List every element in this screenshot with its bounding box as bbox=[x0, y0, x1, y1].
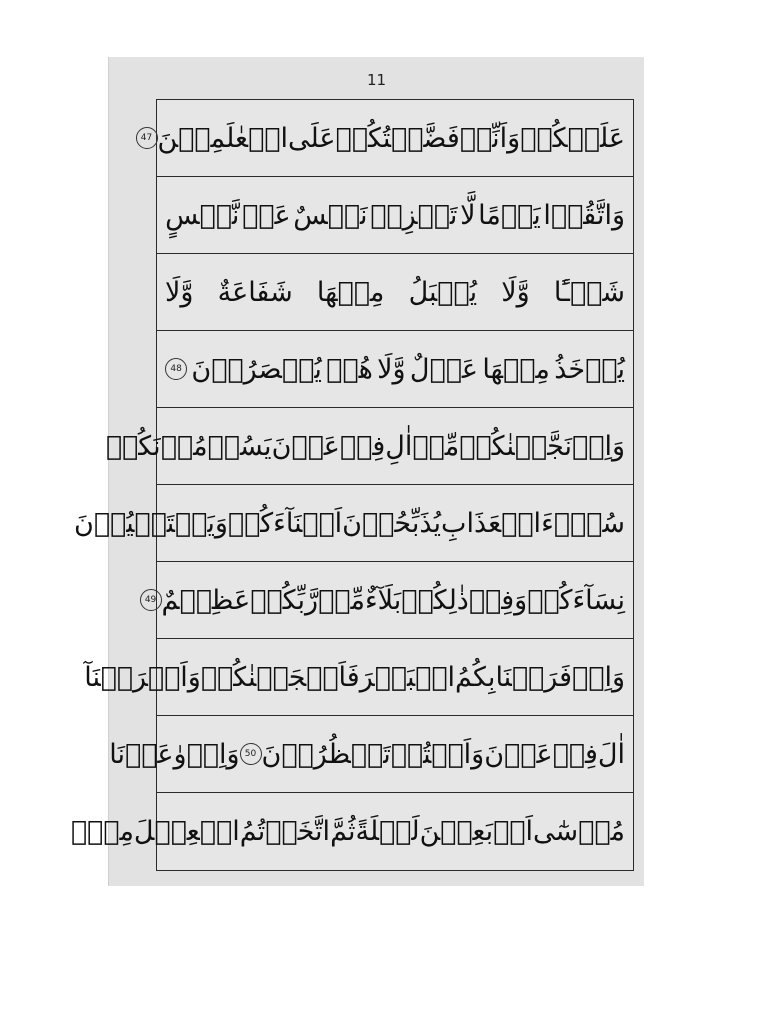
verse-word: وَاتَّقُوۡا bbox=[543, 199, 625, 231]
ayah-number-marker: 48 bbox=[165, 358, 187, 380]
verse-word: عَظِيۡمٌ bbox=[161, 584, 251, 616]
verse-word: نَجَّيۡنٰكُمۡ bbox=[459, 430, 573, 462]
verse-word: عَلَی bbox=[287, 122, 336, 154]
ayah-number-marker: 47 bbox=[136, 127, 158, 149]
verse-word: يُنۡصَرُوۡنَ bbox=[191, 353, 322, 385]
verse-table bbox=[70, 99, 634, 871]
verse-word: يَسُوۡمُوۡنَكُمۡ bbox=[105, 430, 272, 462]
verse-line bbox=[70, 793, 633, 870]
verse-line bbox=[84, 639, 633, 716]
verse-word: مُوۡسٰٓى bbox=[533, 816, 625, 847]
verse-word: فَضَّلۡتُكُمۡ bbox=[335, 122, 460, 154]
verse-line bbox=[74, 485, 633, 562]
verse-word: اتَّخَذۡتُمُ bbox=[239, 816, 331, 847]
verse-word: وَّلَا bbox=[165, 276, 194, 308]
verse-word: لَّا bbox=[460, 199, 476, 231]
verse-line bbox=[140, 100, 633, 177]
verse-word: نِسَآءَكُمۡ bbox=[527, 584, 625, 616]
verse-word: يَوۡمًا bbox=[478, 199, 541, 231]
verse-word: عَلَيۡكُمۡ bbox=[520, 122, 625, 154]
verse-line bbox=[157, 331, 633, 408]
verse-word: وَّلَا bbox=[501, 276, 530, 308]
verse-word: وَاِذۡ bbox=[572, 661, 625, 693]
verse-word: تَجۡزِیۡ bbox=[370, 199, 458, 231]
verse-word: ثُمَّ bbox=[330, 816, 356, 847]
verse-line bbox=[105, 408, 633, 485]
verse-word: سُوۡٓءَ bbox=[541, 507, 625, 539]
verse-word: فِرۡعَوۡنَ bbox=[484, 738, 598, 770]
verse-word: رَّبِّكُمۡ bbox=[250, 584, 319, 616]
verse-word: يُؤۡخَذُ bbox=[554, 353, 625, 385]
verse-word: يُذَبِّحُوۡنَ bbox=[342, 507, 442, 539]
verse-word: تَنۡظُرُوۡنَ bbox=[261, 738, 391, 770]
ayah-number-marker: 49 bbox=[140, 589, 162, 611]
verse-line bbox=[157, 177, 633, 254]
verse-word: ذٰلِكُمۡ bbox=[401, 584, 469, 616]
verse-word: عَدۡلٌ bbox=[409, 353, 479, 385]
verse-word: عَنۡ bbox=[242, 199, 291, 231]
verse-word: شَفَاعَةٌ bbox=[217, 276, 293, 308]
verse-word: وٰعَدۡنَا bbox=[109, 738, 187, 770]
verse-word: مِّنۡ bbox=[412, 430, 460, 462]
verse-word: وَاِذۡ bbox=[572, 430, 625, 462]
verse-word: اٰلِ bbox=[385, 430, 413, 462]
verse-word: مِنۡهَا bbox=[316, 276, 385, 308]
verse-word: وَاَنِّیۡ bbox=[459, 122, 521, 154]
verse-word: بَلَآءٌ bbox=[364, 584, 402, 616]
verse-word: اَرۡبَعِيۡنَ bbox=[419, 816, 533, 847]
verse-word: الۡعِجۡلَ bbox=[133, 816, 240, 847]
verse-word: وَفِیۡ bbox=[468, 584, 528, 616]
verse-word: مِنۡهَا bbox=[482, 353, 550, 385]
verse-word: فِرۡعَوۡنَ bbox=[271, 430, 386, 462]
ayah-number-marker: 50 bbox=[240, 743, 262, 765]
verse-word: وَاِذۡ bbox=[186, 738, 240, 770]
verse-line bbox=[157, 254, 633, 331]
verse-word: بِكُمُ bbox=[455, 661, 496, 693]
verse-word: اٰلَ bbox=[597, 738, 625, 770]
mushaf-page-photo bbox=[70, 57, 644, 886]
verse-word: يُقۡبَلُ bbox=[408, 276, 478, 308]
verse-word: وَّلَا bbox=[377, 353, 406, 385]
verse-word: نَّفۡسٍ bbox=[165, 199, 240, 231]
verse-word: مِنۡۢ bbox=[70, 816, 134, 847]
verse-line bbox=[144, 562, 633, 639]
verse-word: وَاَغۡرَقۡنَآ bbox=[84, 661, 201, 693]
verse-word: الۡعٰلَمِيۡنَ bbox=[157, 122, 288, 154]
verse-word: الۡبَحۡرَ bbox=[359, 661, 456, 693]
verse-word: اَبۡنَآءَكُمۡ bbox=[227, 507, 343, 539]
verse-word: لَيۡلَةً bbox=[355, 816, 420, 847]
verse-line bbox=[109, 716, 633, 793]
verse-word: الۡعَذَابِ bbox=[441, 507, 542, 539]
verse-word: وَاَنۡتُمۡ bbox=[390, 738, 485, 770]
verse-word: نَفۡسٌ bbox=[293, 199, 368, 231]
verse-word: وَيَسۡتَحۡيُوۡنَ bbox=[74, 507, 228, 539]
verse-word: مِّنۡ bbox=[318, 584, 365, 616]
page-number: 11 bbox=[366, 71, 387, 89]
verse-word: فَاَنۡجَيۡنٰكُمۡ bbox=[200, 661, 360, 693]
verse-word: فَرَقۡنَا bbox=[495, 661, 573, 693]
verse-word: هُمۡ bbox=[326, 353, 373, 385]
verse-word: شَيۡـًٔا bbox=[553, 276, 625, 308]
